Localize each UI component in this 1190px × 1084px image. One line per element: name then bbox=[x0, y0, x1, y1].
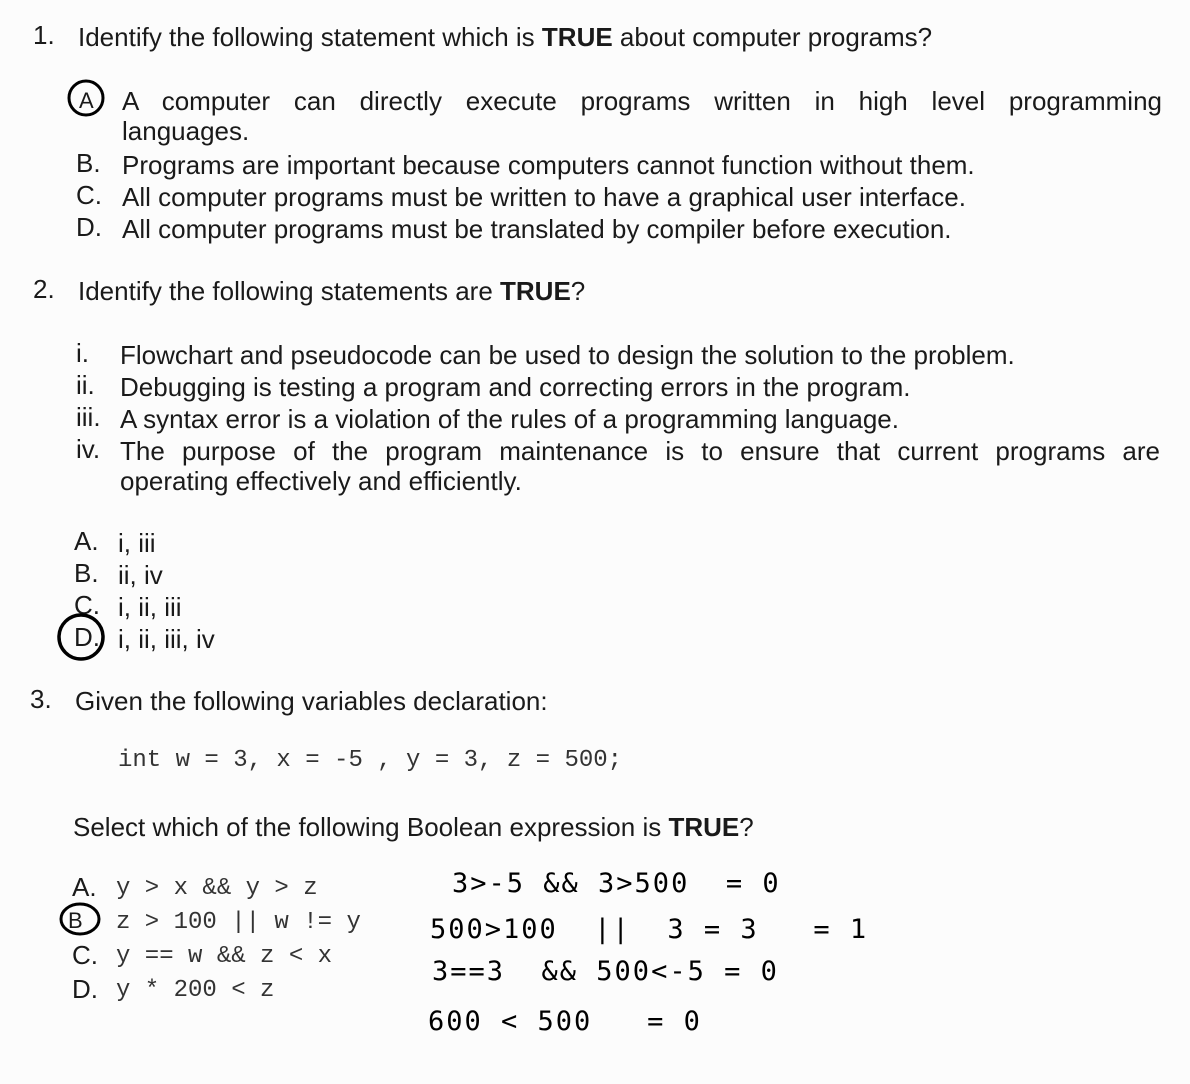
q2-statement-i-label: i. bbox=[76, 338, 89, 368]
q3-code-declaration: int w = 3, x = -5 , y = 3, z = 500; bbox=[118, 747, 623, 774]
q2-question-tail: ? bbox=[570, 276, 586, 306]
q3-intro: Given the following variables declaration: bbox=[75, 686, 548, 716]
q1-option-a-text: A computer can directly execute programs written in high level programming bbox=[122, 86, 1162, 116]
q2-answer-circle bbox=[59, 615, 103, 659]
q1-option-d-text: All computer programs must be translated by compiler before execution. bbox=[122, 214, 952, 244]
q3-question-tail: ? bbox=[739, 812, 754, 842]
q2-statement-iii-text: A syntax error is a violation of the rules of a programming language. bbox=[120, 404, 899, 434]
q3-option-d-label: D. bbox=[72, 974, 98, 1004]
q2-statement-i-text: Flowchart and pseudocode can be used to design the solution to the problem. bbox=[120, 340, 1015, 370]
q1-option-b-label: B. bbox=[76, 148, 101, 178]
q2-number: 2. bbox=[33, 274, 55, 304]
q2-option-a-text: i, iii bbox=[118, 528, 156, 558]
q1-question-bold: TRUE bbox=[541, 22, 613, 52]
q3-option-b-expr: z > 100 || w != y bbox=[116, 909, 361, 936]
q3-option-c-expr: y == w && z < x bbox=[116, 943, 333, 970]
q1-option-a-text-cont: languages. bbox=[122, 116, 250, 146]
q1-answer-circle bbox=[69, 81, 103, 115]
q3-number: 3. bbox=[30, 684, 52, 714]
q2-statement-iii-label: iii. bbox=[76, 402, 101, 432]
q2-option-a-label: A. bbox=[74, 526, 99, 556]
q1-option-d-label: D. bbox=[76, 212, 102, 242]
q1-option-b-text: Programs are important because computers cannot function without them. bbox=[122, 150, 975, 180]
q2-option-d-text: i, ii, iii, iv bbox=[118, 624, 215, 654]
q3-option-a-expr: y > x && y > z bbox=[116, 875, 318, 902]
q2-option-b-label: B. bbox=[74, 558, 99, 588]
q1-option-a-label: A bbox=[79, 88, 94, 113]
q2-option-b-text: ii, iv bbox=[118, 560, 163, 590]
q2-option-c-text: i, ii, iii bbox=[118, 592, 182, 622]
q1-question-tail: about computer programs? bbox=[612, 22, 933, 52]
q1-number: 1. bbox=[33, 20, 55, 50]
q2-statement-iv-text: The purpose of the program maintenance is to ensure that current programs are bbox=[120, 436, 1160, 466]
q2-statement-iv-label: iv. bbox=[76, 434, 101, 464]
q3-option-b-label: B bbox=[68, 908, 83, 933]
q2-statement-ii-text: Debugging is testing a program and correcting errors in the program. bbox=[120, 372, 911, 402]
q2-statement-iv-text-cont: operating effectively and efficiently. bbox=[120, 466, 522, 496]
q2-option-c-label: C. bbox=[74, 590, 100, 620]
q2-statement-ii-label: ii. bbox=[76, 370, 95, 400]
handwritten-line-2: 500>100 || 3 = 3 = 1 bbox=[430, 914, 869, 945]
q3-option-c-label: C. bbox=[72, 940, 98, 970]
q3-answer-circle bbox=[61, 904, 99, 934]
handwritten-line-3: 3==3 && 500<-5 = 0 bbox=[432, 956, 779, 987]
handwritten-line-1: 3>-5 && 3>500 = 0 bbox=[452, 868, 781, 899]
q1-option-c-label: C. bbox=[76, 180, 102, 210]
q3-option-d-expr: y * 200 < z bbox=[116, 977, 275, 1004]
q3-question-bold: TRUE bbox=[668, 812, 740, 842]
handwritten-line-4: 600 < 500 = 0 bbox=[428, 1006, 702, 1037]
q2-question-text: Identify the following statements are bbox=[78, 276, 501, 306]
q1-question-text: Identify the following statement which is bbox=[78, 22, 542, 52]
q3-option-a-label: A. bbox=[72, 872, 97, 902]
q2-question-bold: TRUE bbox=[500, 276, 571, 306]
q3-question-text: Select which of the following Boolean expression is bbox=[73, 812, 669, 842]
q2-option-d-label: D. bbox=[74, 622, 100, 652]
q1-option-c-text: All computer programs must be written to have a graphical user interface. bbox=[122, 182, 966, 212]
